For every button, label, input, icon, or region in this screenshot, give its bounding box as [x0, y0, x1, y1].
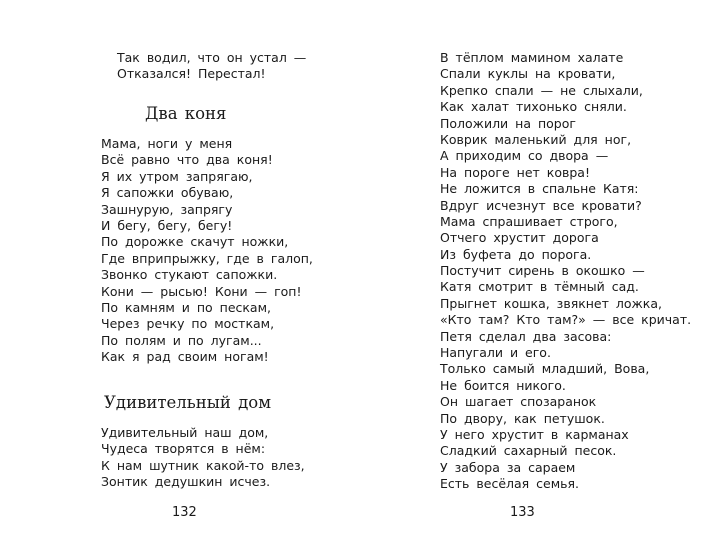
poem-line: Отчего хрустит дорога — [440, 230, 599, 246]
poem-line: Как я рад своим ногам! — [101, 349, 269, 365]
poem-line: Удивительный наш дом, — [101, 425, 269, 440]
poem-line: У забора за сараем — [440, 459, 576, 475]
poem-line: Коврик маленький для ног, — [440, 131, 632, 147]
poem-line: В тёплом мамином халате — [440, 50, 624, 65]
poem-line: По камням и по пескам, — [101, 299, 271, 315]
poem-line: У него хрустит в карманах — [440, 426, 629, 442]
poem-line: Катя смотрит в тёмный сад. — [440, 279, 639, 295]
poem-line: Только самый младший, Вова, — [440, 361, 650, 377]
poem-line: А приходим со двора — — [440, 148, 609, 164]
poem-line: Через речку по мосткам, — [101, 316, 275, 332]
poem-line: Постучит сирень в окошко — — [440, 263, 645, 279]
poem-line: Звонко стукают сапожки. — [101, 267, 278, 283]
poem-line: Мама, ноги у меня — [101, 136, 233, 151]
poem-title-udivitelny-dom: Удивительный дом — [104, 393, 272, 412]
poem-line: Где вприпрыжку, где в галоп, — [101, 250, 313, 266]
poem-line: Крепко спали — не слыхали, — [440, 82, 643, 98]
poem-line: По двору, как петушок. — [440, 410, 605, 426]
intro-stanza — [117, 50, 306, 83]
poem-line: Чудеса творятся в нём: — [101, 441, 266, 457]
poem-line: И бегу, бегу, бегу! — [101, 217, 233, 233]
poem-line: Он шагает спозаранок — [440, 394, 597, 410]
poem-line: Так водил, что он устал — — [117, 50, 307, 65]
poem-line: Я их утром запрягаю, — [101, 168, 253, 184]
poem-line: Зашнурую, запрягу — [101, 201, 233, 217]
poem-line: Есть весёлая семья. — [440, 476, 580, 492]
poem-line: Положили на порог — [440, 115, 576, 131]
poem-line: Напугали и его. — [440, 345, 551, 361]
poem-continuation-body — [440, 50, 691, 493]
poem-line: Сладкий сахарный песок. — [440, 443, 617, 459]
poem-line: Не боится никого. — [440, 377, 566, 393]
poem-line: Как халат тихонько сняли. — [440, 99, 627, 115]
poem-line: Отказался! Перестал! — [117, 66, 266, 82]
page-number-left: 132 — [172, 505, 197, 520]
poem-line: Кони — рысью! Кони — гоп! — [101, 283, 302, 299]
poem-line: Прыгнет кошка, звякнет ложка, — [440, 295, 662, 311]
poem-line: По полям и по лугам... — [101, 332, 262, 348]
poem-line: К нам шутник какой-то влез, — [101, 457, 305, 473]
poem-line: На пороге нет ковра! — [440, 164, 590, 180]
poem-line: Мама спрашивает строго, — [440, 213, 618, 229]
poem-line: «Кто там? Кто там?» — все кричат. — [440, 312, 692, 328]
poem-line: Зонтик дедушкин исчез. — [101, 474, 271, 490]
poem-line: По дорожке скачут ножки, — [101, 234, 289, 250]
right-page — [351, 0, 702, 540]
poem-line: Петя сделал два засова: — [440, 328, 612, 344]
poem-udivitelny-dom-body — [101, 425, 305, 491]
page-number-right: 133 — [510, 505, 535, 520]
poem-line: Не ложится в спальне Катя: — [440, 181, 639, 197]
poem-title-dva-konya: Два коня — [145, 104, 227, 123]
poem-line: Всё равно что два коня! — [101, 152, 273, 168]
poem-line: Спали куклы на кровати, — [440, 66, 616, 82]
poem-line: Из буфета до порога. — [440, 246, 592, 262]
poem-line: Я сапожки обуваю, — [101, 185, 234, 201]
poem-line: Вдруг исчезнут все кровати? — [440, 197, 642, 213]
poem-dva-konya-body — [101, 136, 313, 365]
